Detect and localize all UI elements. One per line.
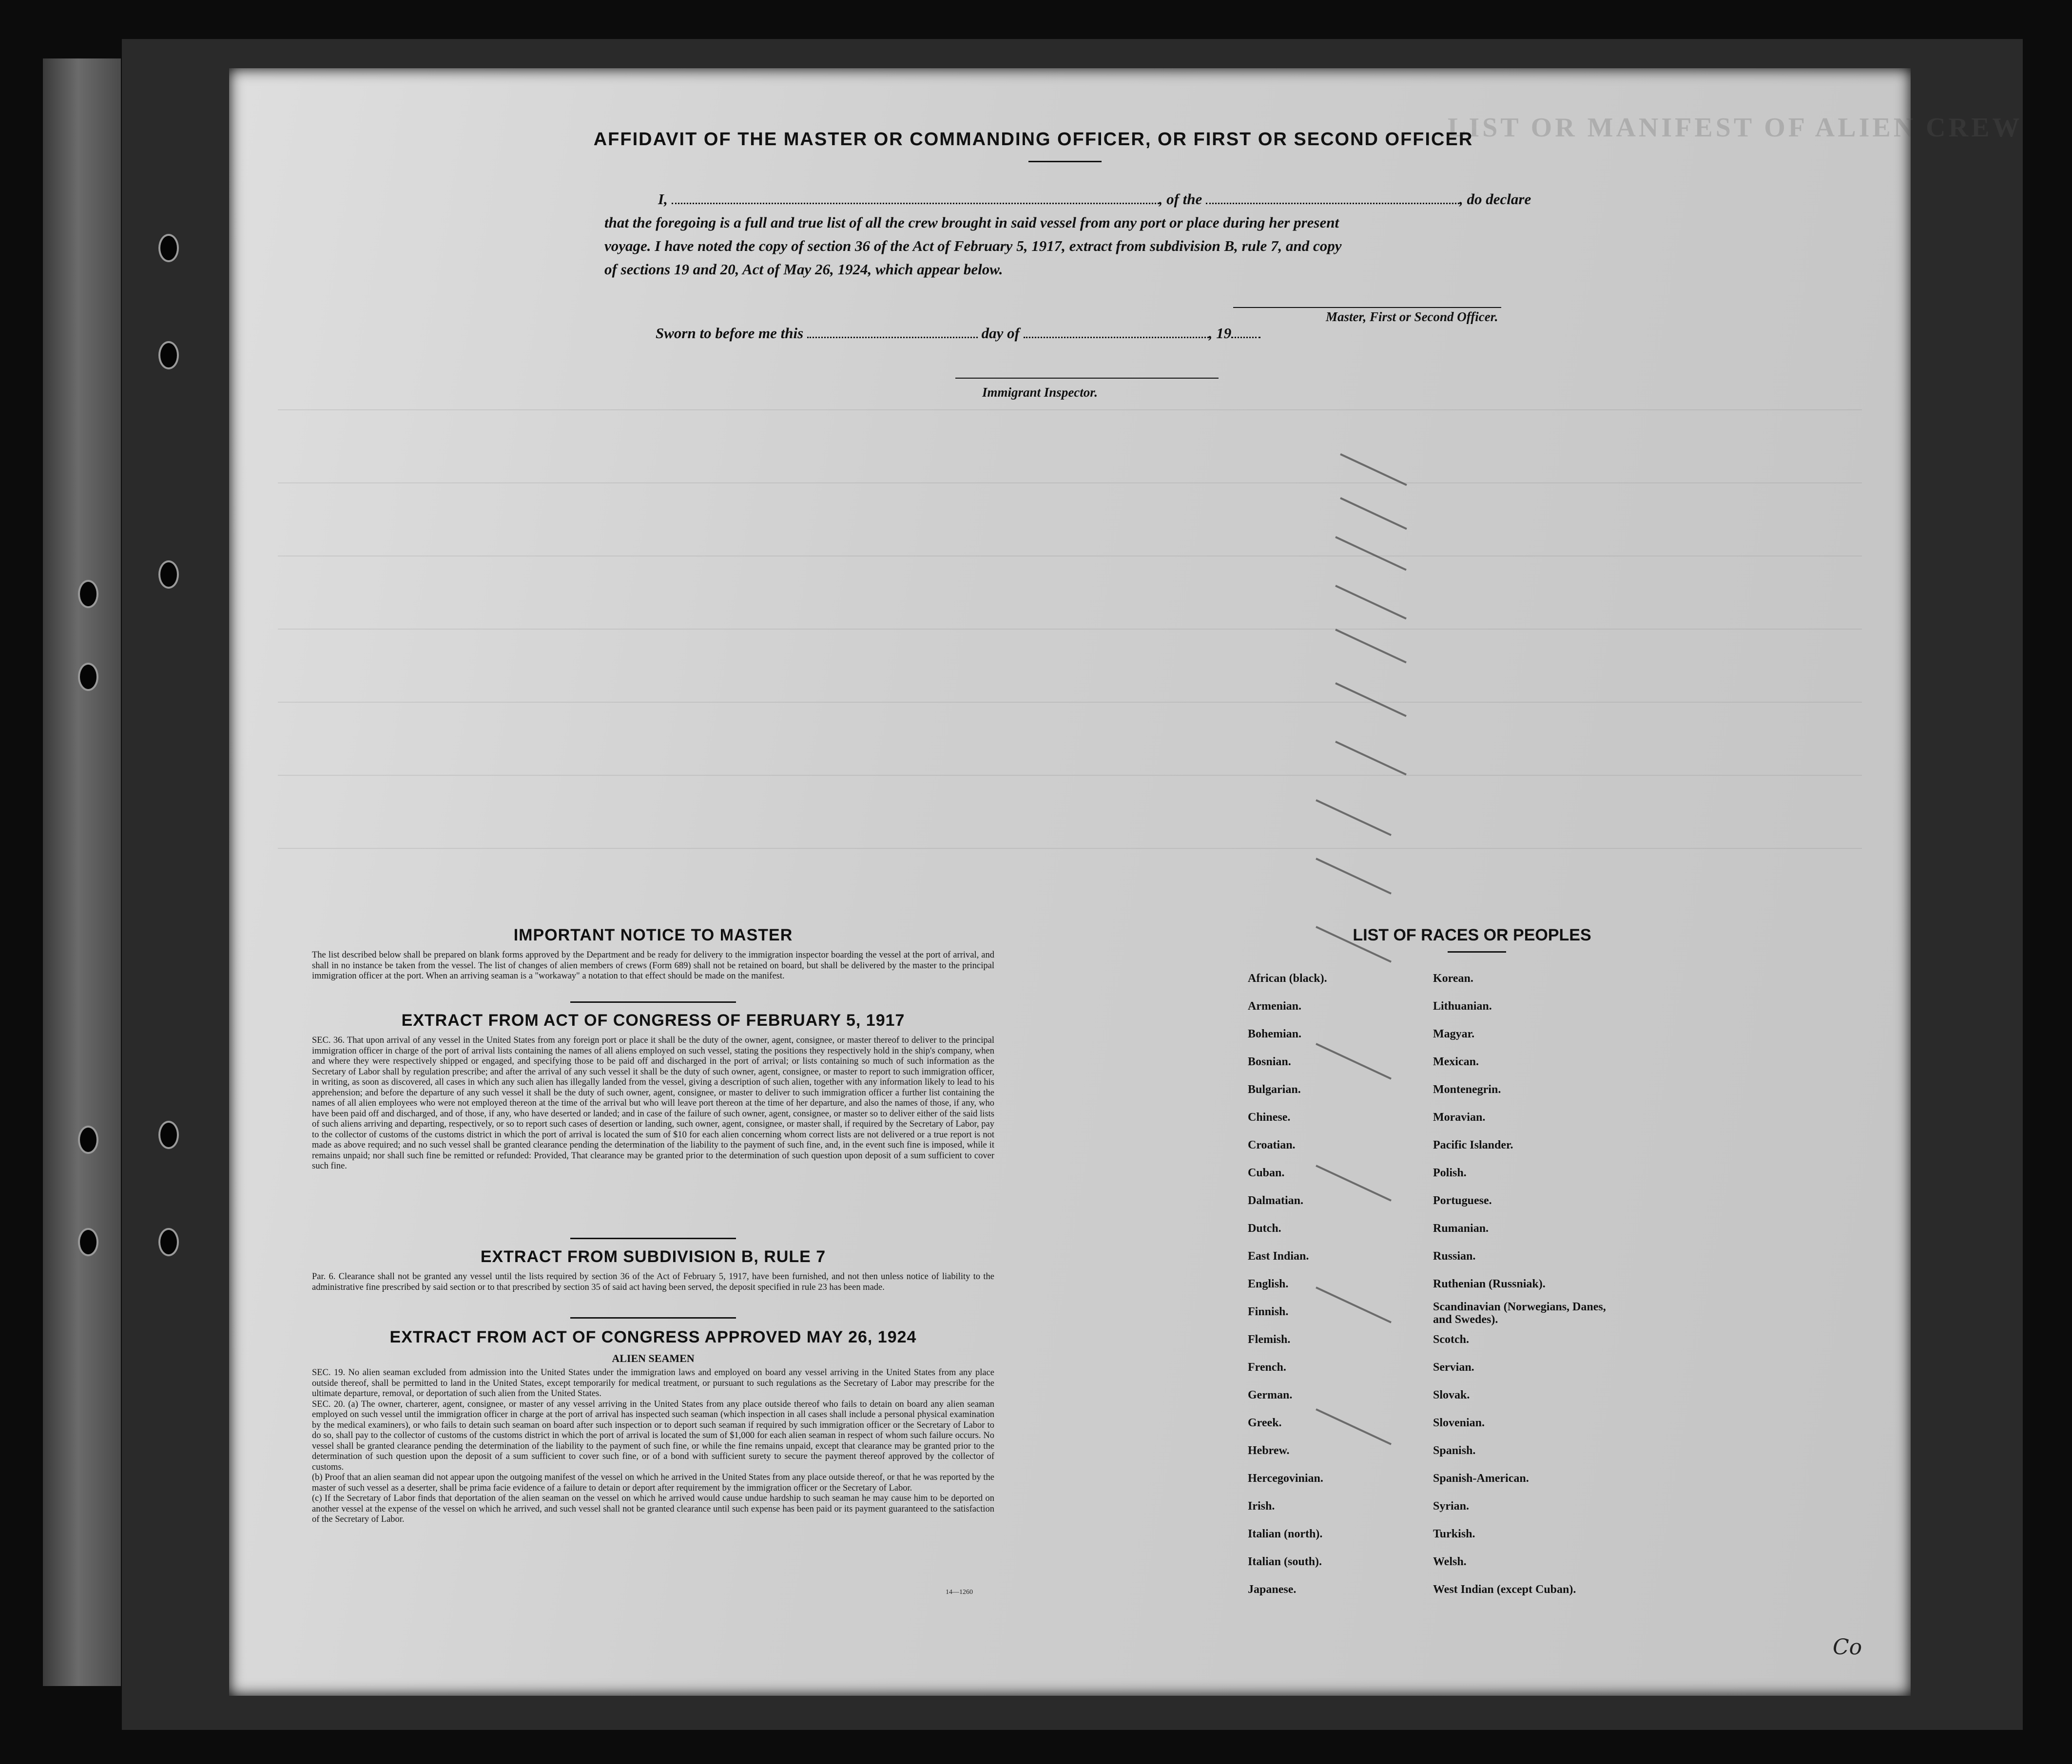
affidavit-line-1: I, , of the , do declare <box>658 191 1531 208</box>
race-item: Rumanian. <box>1433 1222 1489 1235</box>
race-item: African (black). <box>1248 972 1327 985</box>
race-item: Moravian. <box>1433 1111 1486 1124</box>
race-item: Montenegrin. <box>1433 1083 1501 1096</box>
race-item: German. <box>1248 1389 1293 1401</box>
races-title: LIST OF RACES OR PEOPLES <box>1353 926 1591 944</box>
race-item: Bulgarian. <box>1248 1083 1301 1096</box>
race-item: Servian. <box>1433 1361 1474 1374</box>
pen-tick <box>1335 741 1407 775</box>
race-item: Ruthenian (Russniak). <box>1433 1278 1546 1290</box>
race-item: Mexican. <box>1433 1055 1479 1068</box>
sworn-month-blank[interactable] <box>1024 328 1209 338</box>
race-item: Syrian. <box>1433 1500 1470 1513</box>
pen-tick <box>1335 682 1407 717</box>
race-item: Lithuanian. <box>1433 1000 1492 1013</box>
bleed-through-text: LIST OR MANIFEST OF ALIEN CREW <box>1448 113 2023 143</box>
affidavit-title: AFFIDAVIT OF THE MASTER OR COMMANDING OFFICER, OR FIRST OR SECOND OFFICER <box>593 129 1473 150</box>
race-item: Cuban. <box>1248 1167 1285 1179</box>
affidavit-line-2: that the foregoing is a full and true list of all the crew brought in said vessel from any port or place during her present <box>604 214 1339 231</box>
binder-hole <box>158 341 179 369</box>
inspector-caption: Immigrant Inspector. <box>982 385 1098 400</box>
pen-tick <box>1316 858 1392 894</box>
race-item: Hercegovinian. <box>1248 1472 1323 1485</box>
vessel-name-blank[interactable] <box>1206 194 1459 204</box>
race-item: Pacific Islander. <box>1433 1139 1513 1151</box>
race-item: Japanese. <box>1248 1583 1297 1596</box>
affidavit-line-3: voyage. I have noted the copy of section 36 of the Act of February 5, 1917, extract from subdivision B, rule 7, and copy <box>604 237 1342 254</box>
notice-text: The list described below shall be prepared on blank forms approved by the Department and be ready for delivery to the immigration inspector boarding the vessel at the port of arrival, and shall in no instance be taken from the vessel. The list of changes of alien members of crews (Form 689) shall not be retained on board, but shall be delivered by the master to the principal immigration officer at the port. When an arriving seaman is a "workaway" a notation to that effect should be made on the manifest. <box>312 950 994 981</box>
binder-hole <box>158 1121 179 1149</box>
race-item: Russian. <box>1433 1250 1476 1263</box>
film-strip-edge <box>43 58 121 1686</box>
race-item: Bohemian. <box>1248 1028 1302 1040</box>
affidavit-line-4: of sections 19 and 20, Act of May 26, 1924, which appear below. <box>604 261 1003 278</box>
alien-seamen-subtitle: ALIEN SEAMEN <box>612 1352 695 1364</box>
extract-1924-text: SEC. 19. No alien seaman excluded from admission into the United States under the immigration laws and employed on board any vessel arriving in the United States from any place outside thereof, shall be permitted to land in the United States, except temporarily for medical treatment, or pursuant to such regulations as the Secretary of Labor may prescribe for the ultimate departure, removal, or deportation of such alien from the United States. SEC. 20. (a) The owner, charterer, agent, consignee, or master of any vessel arriving in the United States from any place outside thereof who fails to detain on board any alien seaman employed on such vessel until the immigration officer in charge at the port of arrival has inspected such seaman (which inspection in all cases shall include a personal physical examination by the medical examiners), or who fails to detain such seaman on board after such inspection or to deport such seaman if required by such immigration officer or the Secretary of Labor to do so, shall pay to the collector of customs of the customs district in which the port of arrival is located the sum of $1,000 for each alien seaman in respect of whom such failure occurs. No vessel shall be granted clearance pending the determination of the liability to the payment of such fine, or while the fine remains unpaid, except that clearance may be granted prior to the determination of such question upon the deposit of a sum sufficient to cover such fine, or of a bond with sufficient surety to secure the payment thereof approved by the collector of customs. (b) Proof that an alien seaman did not appear upon the outgoing manifest of the vessel on which he arrived in the United States from any place outside thereof, or that he was reported by the master of such vessel as a deserter, shall be prima facie evidence of a failure to detain or deport after requirement by the immigration officer or the Secretary of Labor. (c) If the Secretary of Labor finds that deportation of the alien seaman on the vessel on which he arrived would cause undue hardship to such seaman he may cause him to be deported on another vessel at the expense of the vessel on which he arrived, and such vessel shall not be granted clearance until such expense has been paid or its payment guaranteed to the satisfaction of the Secretary of Labor. <box>312 1368 994 1524</box>
race-item: Flemish. <box>1248 1333 1291 1346</box>
master-caption: Master, First or Second Officer. <box>1326 309 1498 324</box>
race-item: Scandinavian (Norwegians, Danes, and Swedes). <box>1433 1301 1606 1326</box>
race-item: Irish. <box>1248 1500 1275 1513</box>
race-item: Scotch. <box>1433 1333 1469 1346</box>
binder-hole <box>78 1126 98 1154</box>
notice-title: IMPORTANT NOTICE TO MASTER <box>513 926 793 944</box>
pen-tick <box>1316 799 1392 836</box>
binder-hole <box>78 580 98 608</box>
pen-tick <box>1316 1286 1392 1323</box>
pen-tick <box>1335 585 1407 619</box>
race-item: Portuguese. <box>1433 1194 1492 1207</box>
binder-hole <box>78 663 98 691</box>
race-item: Polish. <box>1433 1167 1467 1179</box>
extract-1917-title: EXTRACT FROM ACT OF CONGRESS OF FEBRUARY 5, 1917 <box>401 1011 905 1030</box>
race-item: Slovak. <box>1433 1389 1470 1401</box>
race-item: Italian (south). <box>1248 1555 1322 1568</box>
race-item: Spanish. <box>1433 1444 1476 1457</box>
pen-tick <box>1335 629 1407 663</box>
race-item: Slovenian. <box>1433 1417 1485 1429</box>
race-item: Italian (north). <box>1248 1528 1323 1540</box>
race-item: Chinese. <box>1248 1111 1291 1124</box>
race-item: East Indian. <box>1248 1250 1309 1263</box>
manifest-page <box>229 68 2023 1696</box>
race-item: Magyar. <box>1433 1028 1475 1040</box>
race-item: Turkish. <box>1433 1528 1475 1540</box>
rule-7-text: Par. 6. Clearance shall not be granted any vessel until the lists required by section 36 of the Act of February 5, 1917, have been furnished, and not then unless notice of liability to the administrative fine prescribed by said section or to that prescribed by section 35 of said act having been served, the deposit specified in rule 23 has been made. <box>312 1272 994 1292</box>
race-item: Spanish-American. <box>1433 1472 1529 1485</box>
pen-tick <box>1316 1043 1392 1079</box>
pen-tick <box>1340 453 1407 486</box>
extract-1917-text: SEC. 36. That upon arrival of any vessel in the United States from any foreign port or place it shall be the duty of the owner, agent, consignee, or master thereof to deliver to the principal immigration officer in charge of the port of arrival lists containing the names of all aliens employed on such vessel, stating the positions they respectively hold in the ship's company, when and where they were respectively shipped or engaged, and specifying those to be paid off and discharged in the port of arrival; or lists containing so much of such information as the Secretary of Labor shall by regulation prescribe; and after the arrival of any such vessel it shall be the duty of such owner, agent, consignee, or master to report to such immigration officer, in writing, as soon as discovered, all cases in which any such alien has illegally landed from the vessel, giving a description of such alien, together with any information likely to lead to his apprehension; and before the departure of any such vessel it shall be the duty of such owner, agent, consignee, or master to deliver to such immigration officer a further list containing the names of all alien employees who were not employed thereon at the time of the arrival but who will leave port thereon at the time of her departure, and also the names of those, if any, who have been paid off and discharged, and of those, if any, who have deserted or landed; and in case of the failure of such owner, agent, consignee, or master so to deliver either of the said lists of such aliens arriving and departing, respectively, or so to report such cases of desertion or landing, such owner, agent, consignee, or master shall, if required by the Secretary of Labor, pay to the collector of customs of the customs district in which the port of arrival is located the sum of $10 for each alien concerning whom correct lists are not delivered or a true report is not made as above required; and no such vessel shall be granted clearance pending the determination of the liability to the payment of such fine, and, in the event such fine is imposed, while it remains unpaid; nor shall such fine be remitted or refunded: Provided, That clearance may be granted prior to the determination of such question upon deposit of a sum sufficient to cover such fine. <box>312 1035 994 1171</box>
race-item: English. <box>1248 1278 1289 1290</box>
race-item: Hebrew. <box>1248 1444 1290 1457</box>
inspector-signature-line[interactable] <box>955 378 1219 379</box>
race-item: Finnish. <box>1248 1305 1289 1318</box>
master-signature-line[interactable] <box>1233 307 1501 308</box>
master-name-blank[interactable] <box>672 194 1159 204</box>
race-item: Dalmatian. <box>1248 1194 1303 1207</box>
form-number: 14—1260 <box>946 1589 973 1596</box>
sworn-day-blank[interactable] <box>807 328 978 338</box>
pen-tick <box>1316 1408 1392 1445</box>
sworn-year-blank[interactable] <box>1231 328 1260 338</box>
race-item: Bosnian. <box>1248 1055 1291 1068</box>
extract-1924-title: EXTRACT FROM ACT OF CONGRESS APPROVED MAY 26, 1924 <box>389 1328 917 1346</box>
race-item: Dutch. <box>1248 1222 1281 1235</box>
race-item: Greek. <box>1248 1417 1282 1429</box>
race-item: Welsh. <box>1433 1555 1467 1568</box>
binder-hole <box>78 1228 98 1256</box>
sworn-line: Sworn to before me this day of , 19 <box>656 322 1260 345</box>
race-item: Armenian. <box>1248 1000 1301 1013</box>
race-item: Korean. <box>1433 972 1473 985</box>
pen-tick <box>1316 1165 1392 1201</box>
race-item: French. <box>1248 1361 1286 1374</box>
binder-hole <box>158 234 179 262</box>
binder-hole <box>158 1228 179 1256</box>
rule-7-title: EXTRACT FROM SUBDIVISION B, RULE 7 <box>480 1247 826 1266</box>
race-item: West Indian (except Cuban). <box>1433 1583 1576 1596</box>
race-item: Croatian. <box>1248 1139 1296 1151</box>
binder-hole <box>158 560 179 589</box>
pen-tick <box>1340 497 1407 530</box>
handwritten-mark: Co <box>1833 1635 1862 1660</box>
pen-tick <box>1335 536 1407 571</box>
